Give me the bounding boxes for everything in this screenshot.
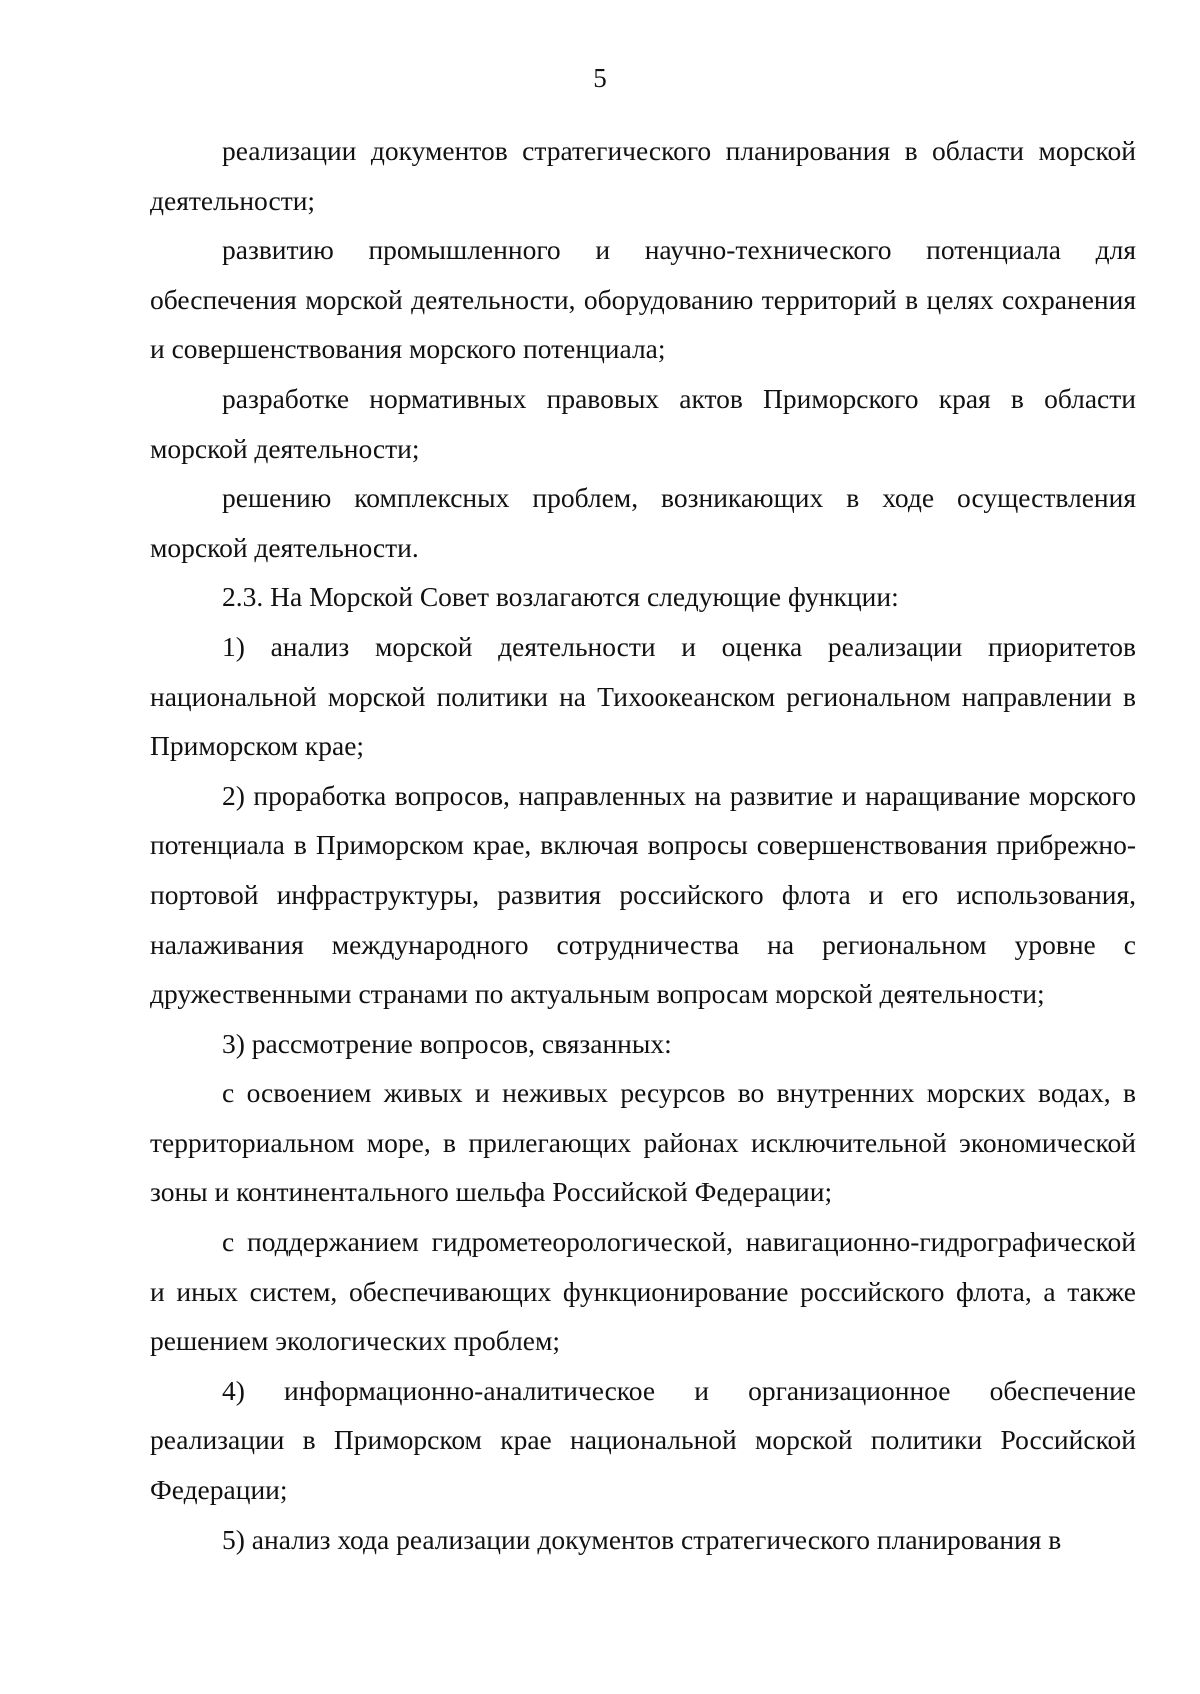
paragraph: развитию промышленного и научно-технического потенциала для обеспечения морской деятельности, оборудованию территорий в целях сохранения и совершенствования морского потенциала; [150,234,1136,365]
sub-item: с поддержанием гидрометеорологической, навигационно-гидрографической и иных систем, обеспечивающих функционирование российского флота, а также решением экологических проблем; [150,1226,1136,1357]
list-item: 5) анализ хода реализации документов стратегического планирования в [222,1523,1062,1555]
list-item: 4) информационно-аналитическое и организационное обеспечение реализации в Приморском крае национальной морской политики Российской Федерации; [150,1374,1136,1506]
list-item: 2) проработка вопросов, направленных на развитие и наращивание морского потенциала в Приморском крае, включая вопросы совершенствования прибрежно-портовой инфраструктуры, развития российского флота и его использования, налаживания международного сотрудничества на региональном уровне с дружественными странами по актуальным вопросам морской деятельности; [150,779,1136,1010]
list-item: 3) рассмотрение вопросов, связанных: [222,1027,672,1059]
paragraph: разработке нормативных правовых актов Приморского края в области морской деятельности; [150,382,1136,464]
section-heading: 2.3. На Морской Совет возлагаются следующие функции: [222,581,899,613]
list-item: 1) анализ морской деятельности и оценка реализации приоритетов национальной морской политики на Тихоокеанском региональном направлении в Приморском крае; [150,630,1136,762]
sub-item: с освоением живых и неживых ресурсов во внутренних морских водах, в территориальном море, в прилегающих районах исключительной экономической зоны и континентального шельфа Российской Федерации; [150,1077,1136,1208]
paragraph: реализации документов стратегического планирования в области морской деятельности; [150,135,1136,216]
paragraph: решению комплексных проблем, возникающих в ходе осуществления морской деятельности. [150,482,1136,563]
page-number: 5 [593,63,607,93]
document-body [150,126,1136,1564]
